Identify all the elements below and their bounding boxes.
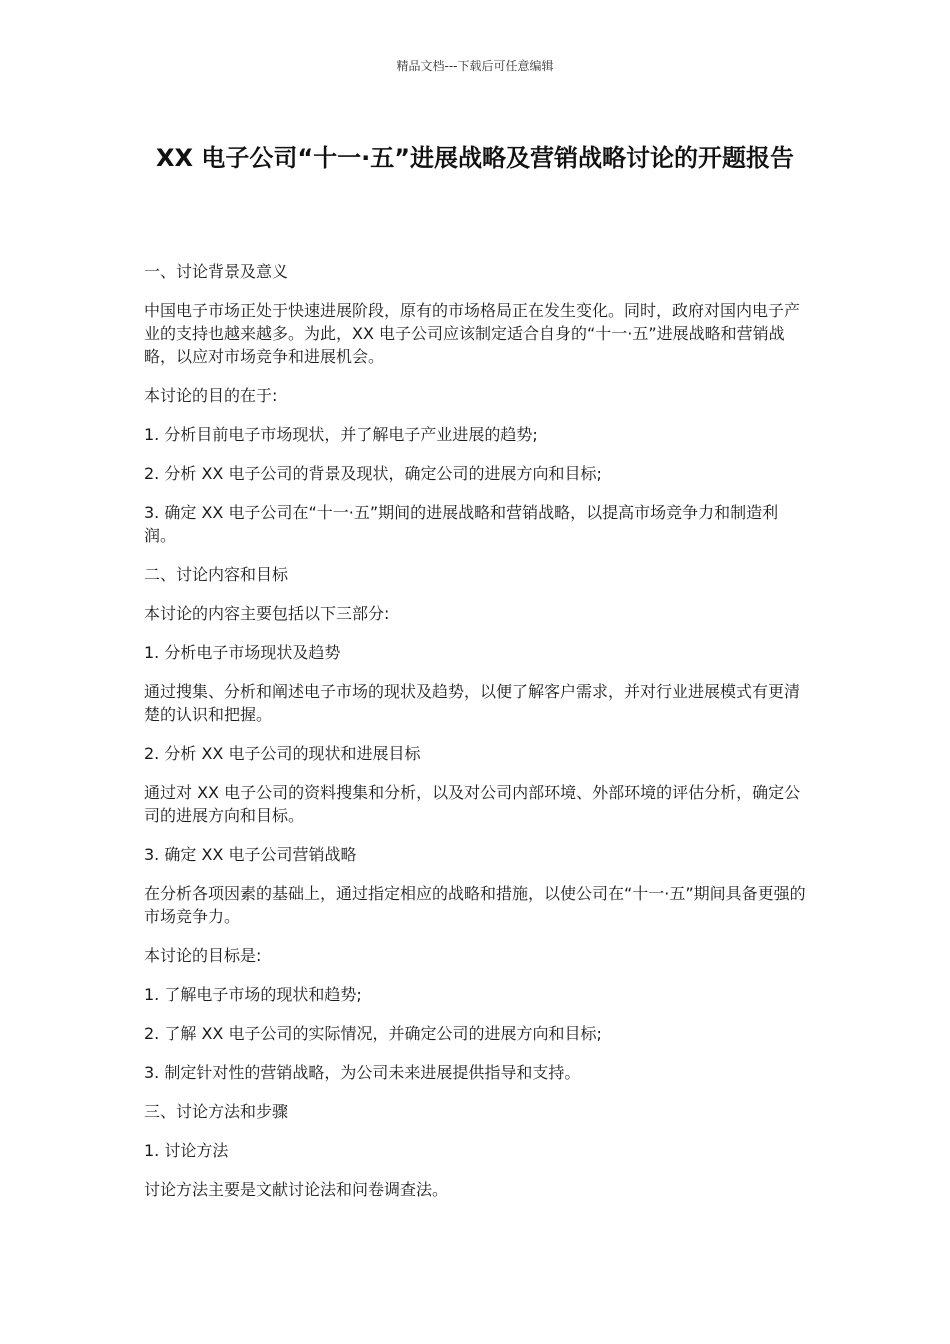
header-note: 精品文档---下载后可任意编辑 (396, 59, 554, 73)
list-item: 3. 制定针对性的营销战略，为公司未来进展提供指导和支持。 (144, 1063, 581, 1082)
subheading: 1. 讨论方法 (144, 1141, 229, 1160)
section-heading: 一、讨论背景及意义 (144, 262, 289, 281)
list-item: 1. 分析目前电子市场现状，并了解电子产业进展的趋势; (144, 425, 538, 444)
paragraph: 通过搜集、分析和阐述电子市场的现状及趋势，以便了解客户需求，并对行业进展模式有更清楚的认识和把握。 (144, 682, 801, 724)
list-item: 2. 分析 XX 电子公司的背景及现状，确定公司的进展方向和目标; (144, 464, 602, 483)
paragraph: 通过对 XX 电子公司的资料搜集和分析，以及对公司内部环境、外部环境的评估分析，确定公司的进展方向和目标。 (144, 783, 801, 825)
paragraph: 讨论方法主要是文献讨论法和问卷调查法。 (144, 1180, 449, 1199)
section-heading: 二、讨论内容和目标 (144, 565, 289, 584)
document-title: XX 电子公司“十一·五”进展战略及营销战略讨论的开题报告 (155, 144, 795, 172)
paragraph: 在分析各项因素的基础上，通过指定相应的战略和措施，以使公司在“十一·五”期间具备更强的市场竞争力。 (144, 884, 806, 926)
paragraph: 本讨论的内容主要包括以下三部分: (144, 604, 390, 623)
paragraph: 中国电子市场正处于快速进展阶段，原有的市场格局正在发生变化。同时，政府对国内电子产业的支持也越来越多。为此，XX 电子公司应该制定适合自身的“十一·五”进展战略和营销战略，以应对市场竞争和进展机会。 (144, 301, 801, 366)
list-item: 3. 确定 XX 电子公司在“十一·五”期间的进展战略和营销战略，以提高市场竞争力和制造利润。 (144, 503, 779, 545)
list-item: 2. 了解 XX 电子公司的实际情况，并确定公司的进展方向和目标; (144, 1024, 602, 1043)
section-heading: 三、讨论方法和步骤 (144, 1102, 289, 1121)
paragraph: 本讨论的目标是: (144, 946, 262, 965)
subheading: 2. 分析 XX 电子公司的现状和进展目标 (144, 744, 421, 763)
list-item: 1. 了解电子市场的现状和趋势; (144, 985, 362, 1004)
paragraph: 本讨论的目的在于: (144, 386, 278, 405)
subheading: 3. 确定 XX 电子公司营销战略 (144, 845, 357, 864)
document-body (144, 260, 808, 1217)
subheading: 1. 分析电子市场现状及趋势 (144, 643, 341, 662)
